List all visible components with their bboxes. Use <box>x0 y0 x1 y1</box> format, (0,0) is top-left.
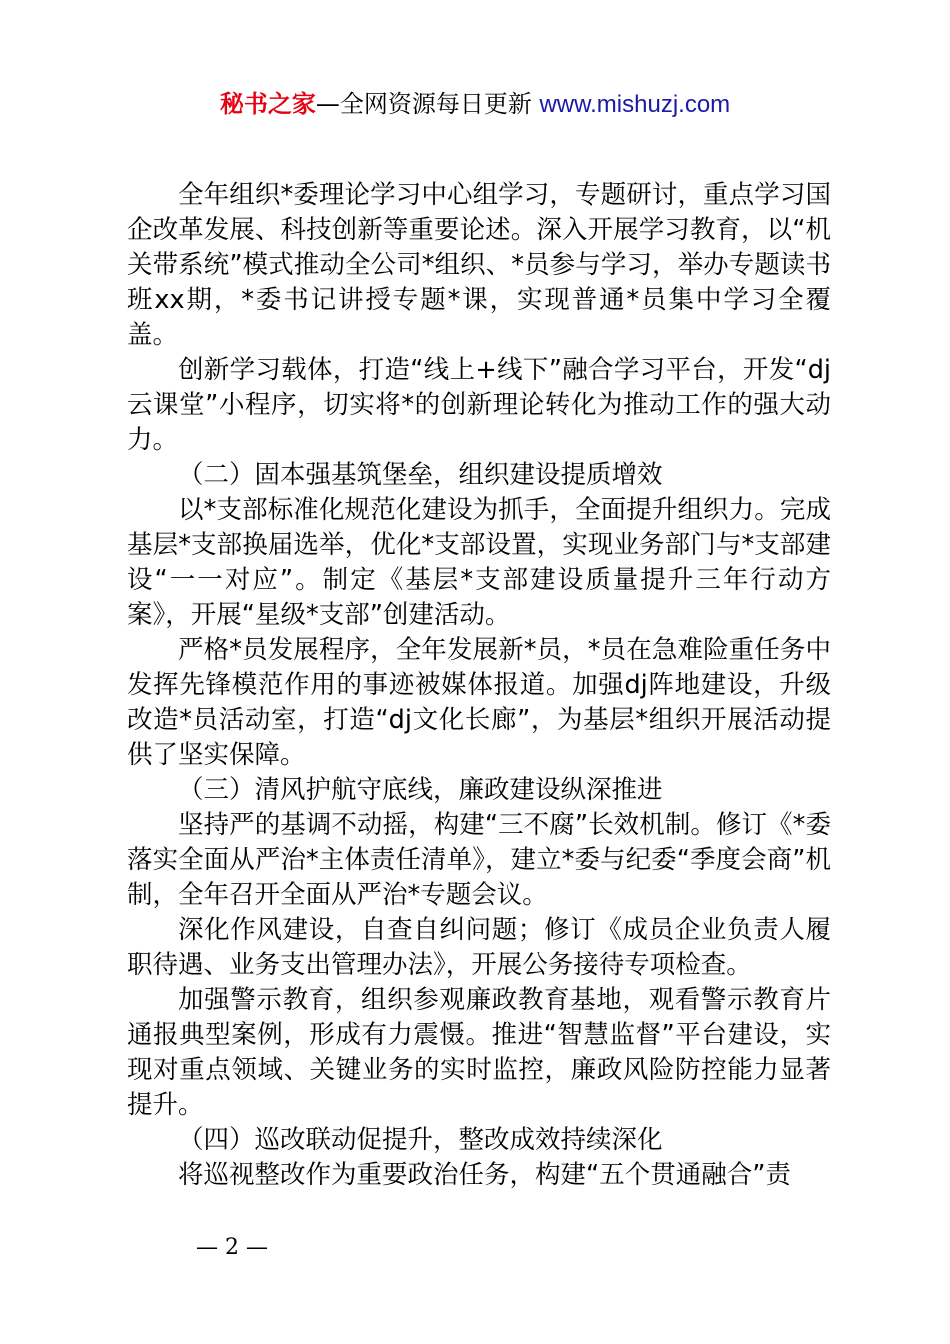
body-paragraph: 全年组织*委理论学习中心组学习，专题研讨，重点学习国企改革发展、科技创新等重要论述。深入开展学习教育，以“机关带系统”模式推动全公司*组织、*员参与学习，举办专题读书班xx期，*委书记讲授专题*课，实现普通*员集中学习全覆盖。 <box>127 180 831 350</box>
section-heading: （四）巡改联动促提升，整改成效持续深化 <box>178 1125 663 1155</box>
page-number: — 2 — <box>196 1235 268 1260</box>
site-header <box>0 88 950 121</box>
section-heading: （三）清风护航守底线，廉政建设纵深推进 <box>178 775 663 805</box>
body-paragraph: 坚持严的基调不动摇，构建“三不腐”长效机制。修订《*委落实全面从严治*主体责任清单》，建立*委与纪委“季度会商”机制，全年召开全面从严治*专题会议。 <box>127 810 831 910</box>
header-tagline: —全网资源每日更新 <box>315 90 540 118</box>
body-paragraph: 加强警示教育，组织参观廉政教育基地，观看警示教育片通报典型案例，形成有力震慑。推进“智慧监督”平台建设，实现对重点领域、关键业务的实时监控，廉政风险防控能力显著提升。 <box>127 985 831 1120</box>
body-paragraph: 深化作风建设，自查自纠问题；修订《成员企业负责人履职待遇、业务支出管理办法》，开展公务接待专项检查。 <box>127 915 831 980</box>
header-url-link[interactable]: www.mishuzj.com <box>539 91 731 118</box>
section-heading: （二）固本强基筑堡垒，组织建设提质增效 <box>178 460 663 490</box>
body-paragraph: 以*支部标准化规范化建设为抓手，全面提升组织力。完成基层*支部换届选举，优化*支部设置，实现业务部门与*支部建设“一一对应”。制定《基层*支部建设质量提升三年行动方案》，开展“星级*支部”创建活动。 <box>127 495 831 630</box>
body-paragraph: 创新学习载体，打造“线上+线下”融合学习平台，开发“dj云课堂”小程序，切实将*的创新理论转化为推动工作的强大动力。 <box>127 355 831 455</box>
body-paragraph: 将巡视整改作为重要政治任务，构建“五个贯通融合”责 <box>178 1160 791 1190</box>
body-paragraph: 严格*员发展程序，全年发展新*员，*员在急难险重任务中发挥先锋模范作用的事迹被媒体报道。加强dj阵地建设，升级改造*员活动室，打造“dj文化长廊”，为基层*组织开展活动提供了坚实保障。 <box>127 635 831 770</box>
header-brand: 秘书之家 <box>219 90 316 118</box>
document-body <box>127 178 831 1193</box>
